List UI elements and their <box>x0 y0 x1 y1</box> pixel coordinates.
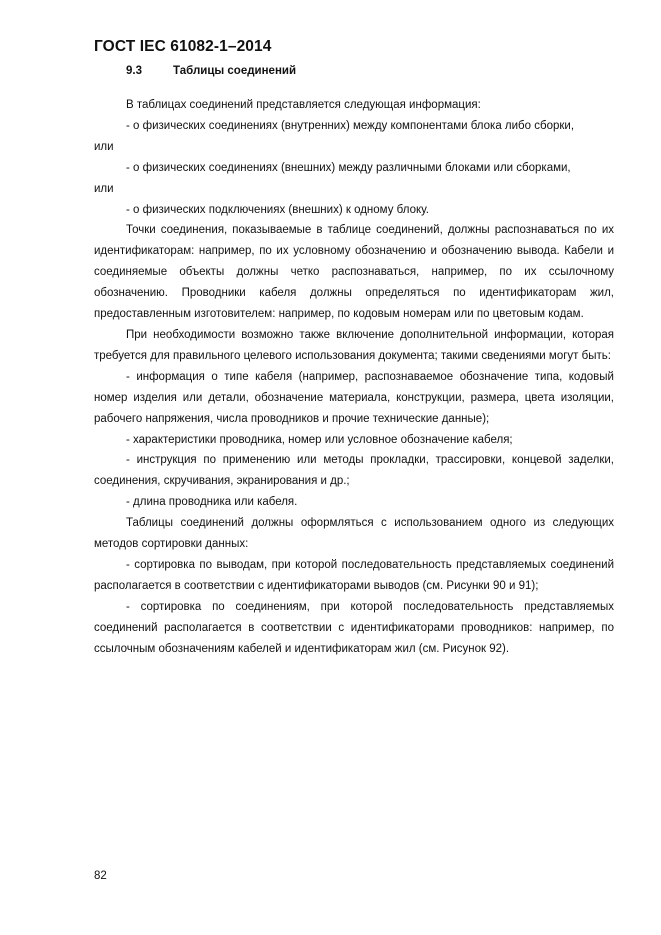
list-item: - длина проводника или кабеля. <box>126 496 298 509</box>
paragraph: Таблицы соединений должны оформляться с использованием одного из следующих методов сортировки данных: <box>94 517 614 551</box>
document-body <box>94 95 614 659</box>
paragraph: При необходимости возможно также включение дополнительной информации, которая требуется для правильного целевого использования документа; такими сведениями могут быть: <box>94 328 614 362</box>
paragraph: В таблицах соединений представляется следующая информация: <box>126 99 481 111</box>
document-header: ГОСТ IEC 61082-1–2014 <box>94 38 272 55</box>
list-item: - инструкция по применению или методы прокладки, трассировки, концевой заделки, соединения, скручивания, экранирования и др.; <box>94 454 614 488</box>
section-title: Таблицы соединений <box>173 65 297 77</box>
list-item: - о физических соединениях (внутренних) между компонентами блока либо сборки, <box>126 119 575 132</box>
page-number: 82 <box>94 870 107 882</box>
section-heading <box>126 65 296 77</box>
paragraph-connector: или <box>94 140 114 153</box>
list-item: - о физических соединениях (внешних) между различными блоками или сборками, <box>126 161 571 174</box>
list-item: - информация о типе кабеля (например, распознаваемое обозначение типа, кодовый номер изделия или детали, обозначение материала, конструкции, размера, цвета изоляции, рабочего напряжения, числа проводников и прочие технические данные); <box>94 370 614 425</box>
paragraph-connector: или <box>94 182 114 195</box>
list-item: - характеристики проводника, номер или условное обозначение кабеля; <box>126 433 513 446</box>
section-number: 9.3 <box>126 65 142 77</box>
list-item: - о физических подключениях (внешних) к одному блоку. <box>126 203 429 216</box>
list-item: - сортировка по соединениям, при которой последовательность представляемых соединений располагается в соответствии с идентификаторами проводников: например, по ссылочным обозначениям кабелей и идентификаторам жил (см. Рисунок 92). <box>94 600 614 655</box>
paragraph: Точки соединения, показываемые в таблице соединений, должны распознаваться по их идентификаторам: например, по их условному обозначению и обозначению вывода. Кабели и соединяемые объекты должны четко распознаваться, например, по их ссылочному обозначению. Проводники кабеля должны определяться по идентификаторам жил, предоставленным изготовителем: например, по кодовым номерам или по цветовым кодам. <box>94 224 614 321</box>
list-item: - сортировка по выводам, при которой последовательность представляемых соединений располагается в соответствии с идентификаторами выводов (см. Рисунки 90 и 91); <box>94 558 614 592</box>
